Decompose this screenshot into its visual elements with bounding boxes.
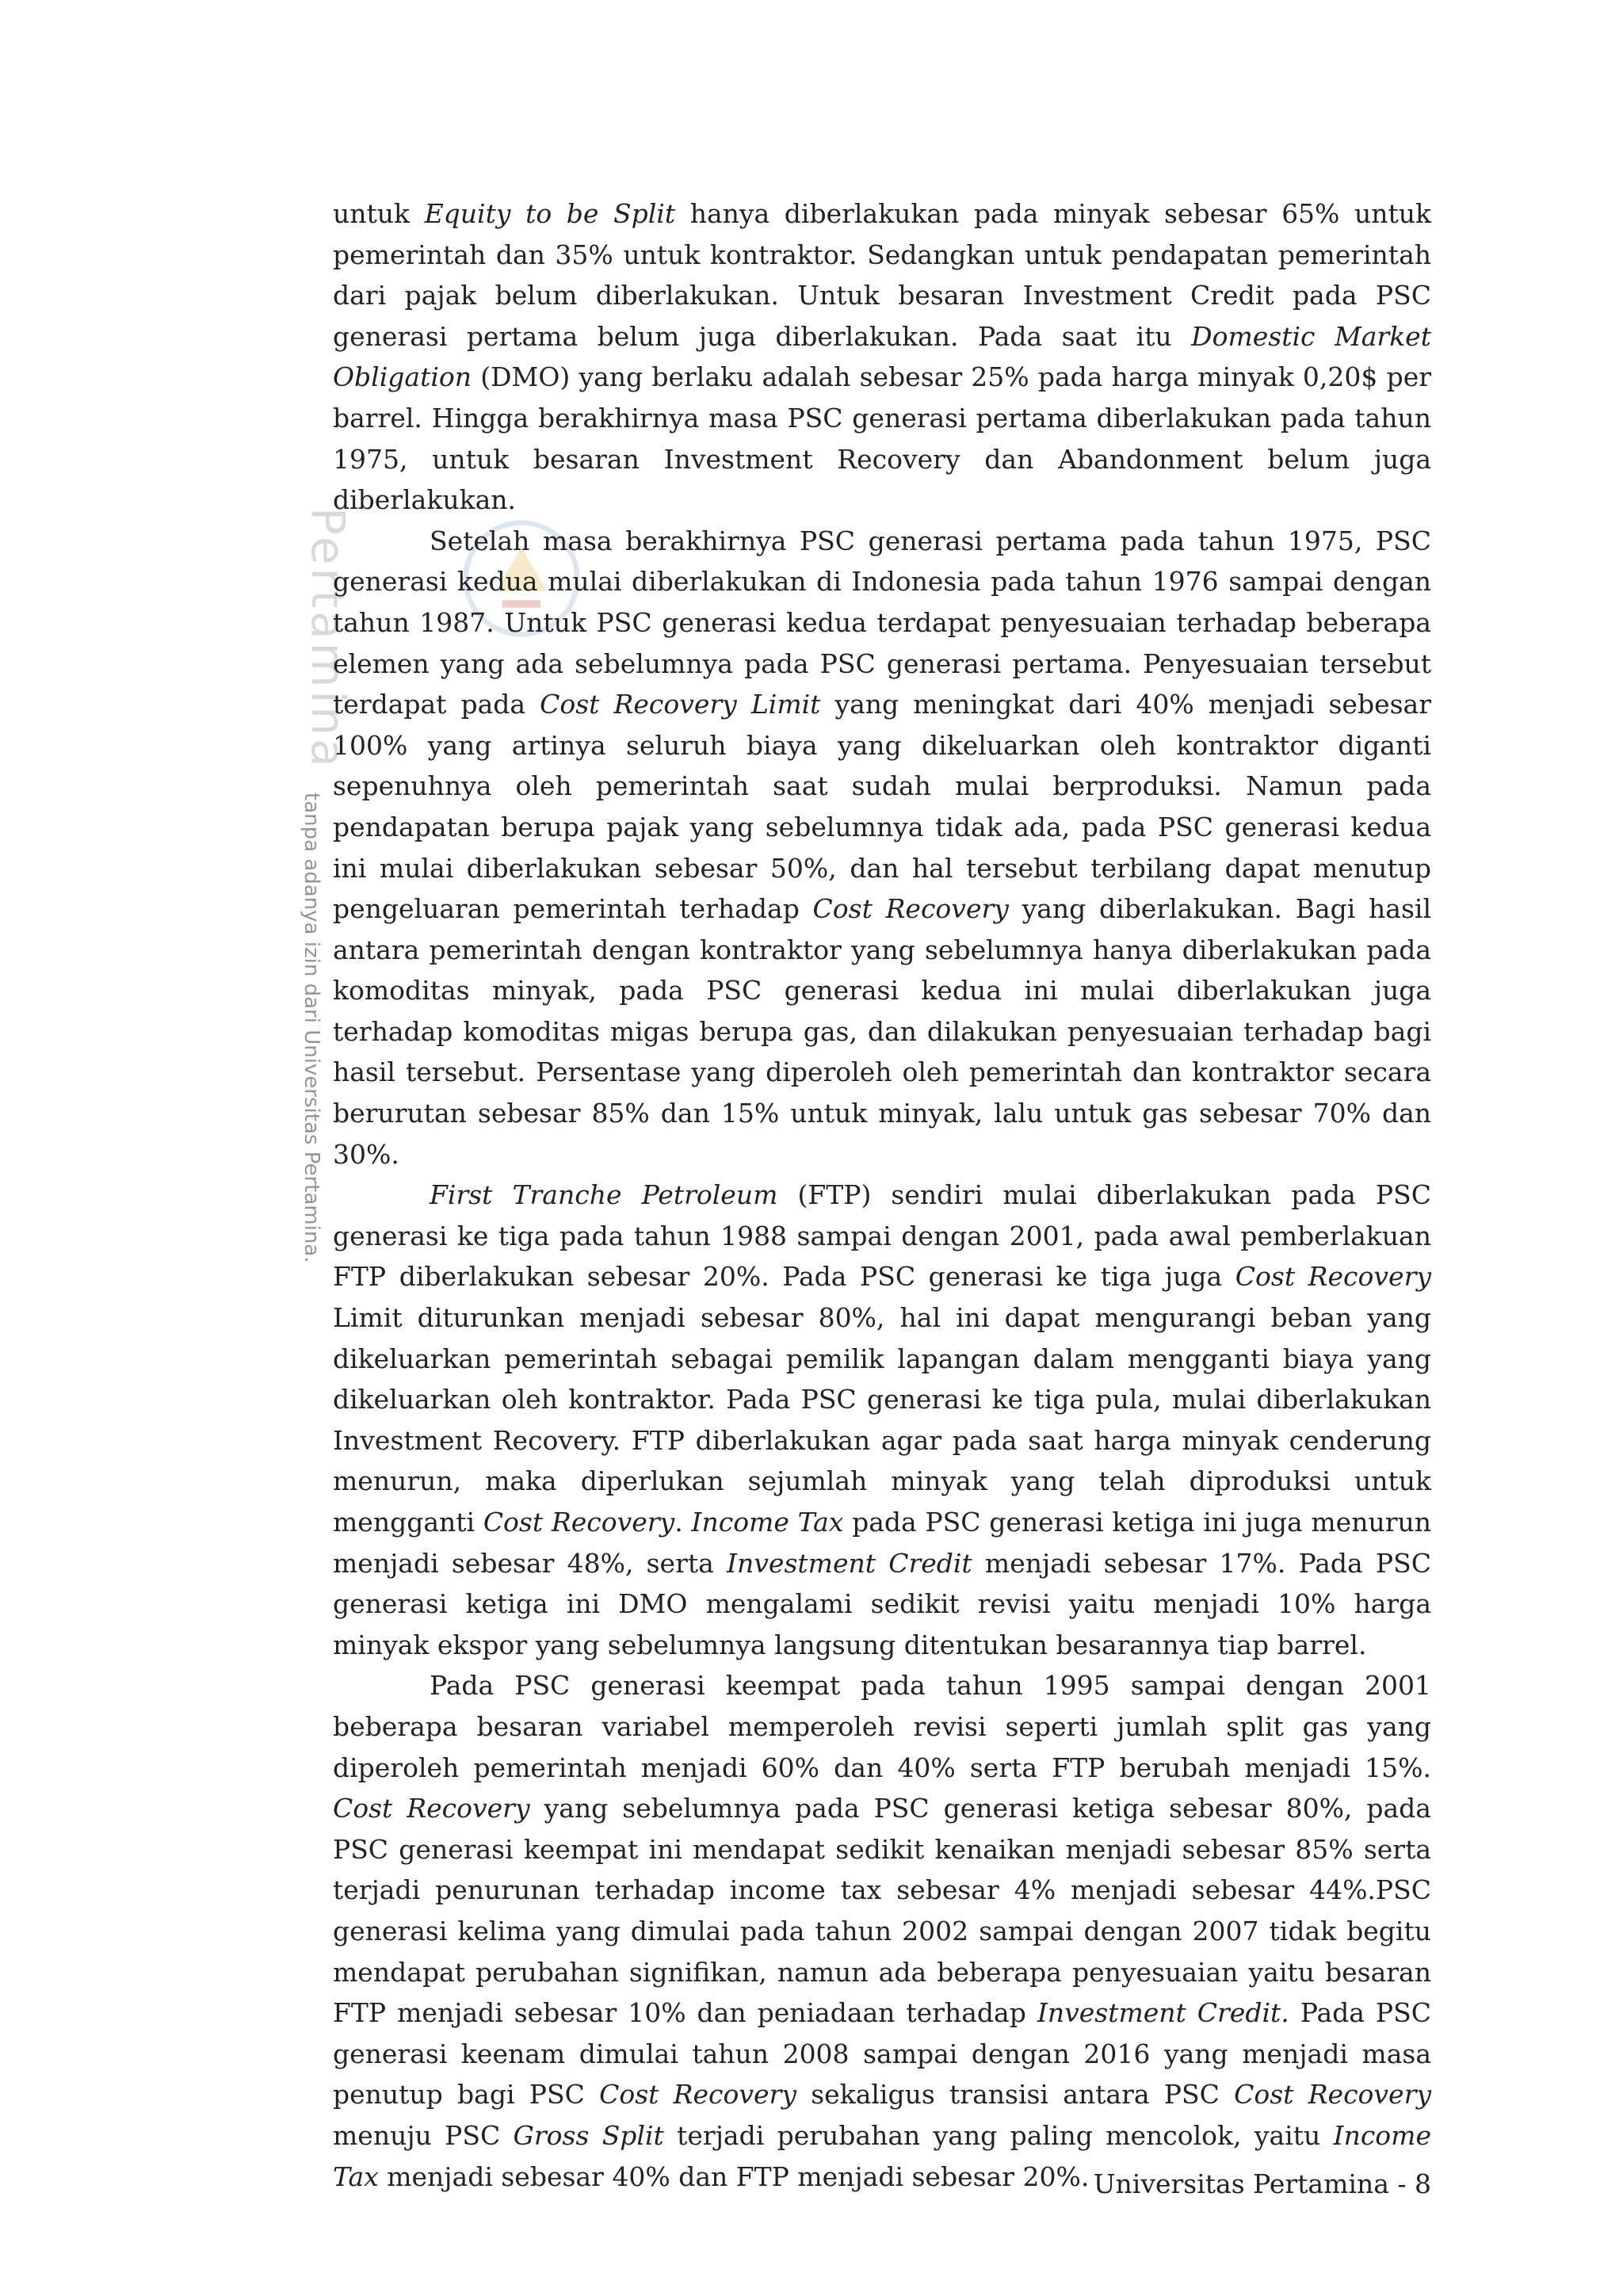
italic-term: Domestic Market Obligation xyxy=(333,320,1431,393)
italic-term: Cost Recovery xyxy=(599,2079,796,2111)
body-text xyxy=(333,193,1431,2197)
watermark-side-text: tanpa adanya izin dari Universitas Pertamina. xyxy=(300,793,323,1263)
italic-term: Income Tax xyxy=(333,2119,1431,2192)
paragraph xyxy=(333,193,1431,521)
watermark-brand: Pertamina xyxy=(301,507,355,770)
italic-term: Cost Recovery Limit xyxy=(540,689,821,720)
italic-term: Cost Recovery xyxy=(812,893,1009,925)
text-run: yang diberlakukan. Bagi hasil antara pemerintah dengan kontraktor yang sebelumnya hanya diberlakukan pada komoditas minyak, pada PSC generasi kedua ini mulai diberlakukan juga terhadap komoditas migas berupa gas, dan dilakukan penyesuaian terhadap bagi hasil tersebut. Persentase yang diperoleh oleh pemerintah dan kontraktor secara berurutan sebesar 85% dan 15% untuk minyak, lalu untuk gas sebesar 70% dan 30%. xyxy=(333,893,1431,1170)
italic-term: Investment Credit. xyxy=(1037,1997,1289,2029)
italic-term: Gross Split xyxy=(513,2119,664,2151)
text-run: Pada PSC generasi keempat pada tahun 1995 sampai dengan 2001 beberapa besaran variabel memperoleh revisi seperti jumlah split gas yang diperoleh pemerintah menjadi 60% dan 40% serta FTP berubah menjadi 15%. xyxy=(333,1670,1431,1783)
text-run: Setelah masa berakhirnya PSC generasi pertama pada tahun 1975, PSC generasi kedua mulai diberlakukan di Indonesia pada tahun 1976 sampai dengan tahun 1987. Untuk PSC generasi kedua terdapat penyesuaian terhadap beberapa elemen yang ada sebelumnya pada PSC generasi pertama. Penyesuaian tersebut terdapat pada xyxy=(333,525,1431,720)
text-run: menjadi sebesar 17%. Pada PSC generasi ketiga ini DMO mengalami sedikit revisi yaitu menjadi 10% harga minyak ekspor yang sebelumnya langsung ditentukan besarannya tiap barrel. xyxy=(333,1547,1431,1660)
italic-term: Cost Recovery xyxy=(1234,2079,1432,2111)
text-run: hanya diberlakukan pada minyak sebesar 65% untuk pemerintah dan 35% untuk kontraktor. Sedangkan untuk pendapatan pemerintah dari pajak belum diberlakukan. Untuk besaran Investment Credit pada PSC generasi pertama belum juga diberlakukan. Pada saat itu xyxy=(333,198,1431,352)
paragraph xyxy=(333,521,1431,1175)
text-run: yang meningkat dari 40% menjadi sebesar 100% yang artinya seluruh biaya yang dikeluarkan oleh kontraktor diganti sepenuhnya oleh pemerintah saat sudah mulai berproduksi. Namun pada pendapatan berupa pajak yang sebelumnya tidak ada, pada PSC generasi kedua ini mulai diberlakukan sebesar 50%, dan hal tersebut terbilang dapat menutup pengeluaran pemerintah terhadap xyxy=(333,689,1431,925)
text-run: yang sebelumnya pada PSC generasi ketiga sebesar 80%, pada PSC generasi keempat ini mendapat sedikit kenaikan menjadi sebesar 85% serta terjadi penurunan terhadap income tax sebesar 4% menjadi sebesar 44%.PSC generasi kelima yang dimulai pada tahun 2002 sampai dengan 2007 tidak begitu mendapat perubahan signifikan, namun ada beberapa penyesuaian yaitu besaran FTP menjadi sebesar 10% dan peniadaan terhadap xyxy=(333,1793,1431,2029)
italic-term: Income Tax xyxy=(691,1507,844,1538)
italic-term: First Tranche Petroleum xyxy=(430,1179,778,1211)
text-run: menuju PSC xyxy=(333,2119,514,2151)
text-run: sekaligus transisi antara PSC xyxy=(796,2079,1235,2111)
text-run: . xyxy=(674,1507,692,1538)
text-run: (FTP) sendiri mulai diberlakukan pada PSC generasi ke tiga pada tahun 1988 sampai dengan 2001, pada awal pemberlakuan FTP diberlakukan sebesar 20%. Pada PSC generasi ke tiga juga xyxy=(333,1179,1431,1293)
italic-term: Cost Recovery xyxy=(1235,1261,1431,1293)
text-run: Limit diturunkan menjadi sebesar 80%, hal ini dapat mengurangi beban yang dikeluarkan pemerintah sebagai pemilik lapangan dalam mengganti biaya yang dikeluarkan oleh kontraktor. Pada PSC generasi ke tiga pula, mulai diberlakukan Investment Recovery. FTP diberlakukan agar pada saat harga minyak cenderung menurun, maka diperlukan sejumlah minyak yang telah diproduksi untuk mengganti xyxy=(333,1302,1431,1538)
text-run: pada PSC generasi ketiga ini juga menurun menjadi sebesar 48%, serta xyxy=(333,1507,1431,1579)
text-run: (DMO) yang berlaku adalah sebesar 25% pada harga minyak 0,20$ per barrel. Hingga berakhirnya masa PSC generasi pertama diberlakukan pada tahun 1975, untuk besaran Investment Recovery dan Abandonment belum juga diberlakukan. xyxy=(333,361,1431,516)
italic-term: Cost Recovery xyxy=(483,1507,675,1538)
italic-term: Equity to be Split xyxy=(424,198,676,229)
italic-term: Investment Credit xyxy=(727,1547,972,1579)
paragraph xyxy=(333,1665,1431,2197)
text-run: untuk xyxy=(333,198,425,229)
text-run: Pada PSC generasi keenam dimulai tahun 2008 sampai dengan 2016 yang menjadi masa penutup bagi PSC xyxy=(333,1997,1431,2111)
text-run: terjadi perubahan yang paling mencolok, yaitu xyxy=(663,2119,1334,2151)
italic-term: Cost Recovery xyxy=(333,1793,530,1824)
text-run: menjadi sebesar 40% dan FTP menjadi sebesar 20%. xyxy=(378,2160,1090,2192)
page-footer: Universitas Pertamina - 8 xyxy=(1093,2168,1431,2199)
paragraph xyxy=(333,1175,1431,1665)
